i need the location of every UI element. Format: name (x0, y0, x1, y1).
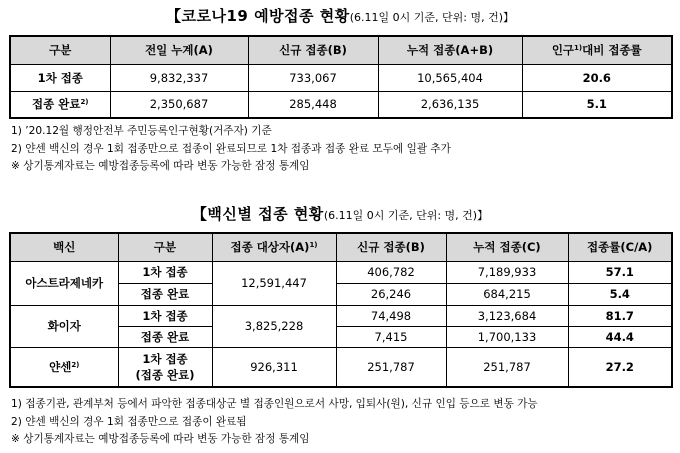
table-row (10, 261, 672, 283)
footnote: 1) 접종기관, 관계부처 등에서 파악한 접종대상군 별 접종인원으로서 사망, 입퇴사(원), 신규 인입 등으로 변동 가능 (11, 398, 538, 410)
cell-cum: 3,123,684 (446, 305, 568, 326)
row-type: 접종 완료 (118, 283, 212, 305)
row-label: 접종 완료$^{2)}$ (10, 91, 110, 118)
vaccine-name: 얀센$^{2)}$ (10, 347, 118, 387)
row-type: 1차 접종 (접종 완료) (118, 347, 212, 387)
cell-target: 3,825,228 (212, 305, 336, 347)
cell-cum: 7,189,933 (446, 261, 568, 283)
section1-notes (11, 123, 451, 176)
header-target (212, 233, 336, 261)
vaccine-name: 아스트라제네카 (10, 261, 118, 305)
cell-cum: 1,700,133 (446, 326, 568, 347)
cell-new: 26,246 (336, 283, 446, 305)
header-target-label: 접종 대상자(A) (230, 240, 310, 255)
header-rate-prefix: 인구 (551, 43, 575, 58)
cell-cum: 251,787 (446, 347, 568, 387)
row-type: 1차 접종 (118, 261, 212, 283)
cell-new: 251,787 (336, 347, 446, 387)
cell-target: 12,591,447 (212, 261, 336, 305)
table-header-row (10, 36, 672, 64)
cell-rate: 81.7 (568, 305, 672, 326)
cell-cum: 2,636,135 (378, 91, 522, 118)
section1-title-sub: (6.11일 0시 기준, 단위: 명, 건)】 (349, 11, 514, 24)
table-row (10, 64, 672, 91)
header-rate: 접종률(C/A) (568, 233, 672, 261)
cell-prev: 9,832,337 (110, 64, 248, 91)
header-rate (522, 36, 672, 64)
footnote: 2) 얀센 백신의 경우 1회 접종만으로 접종이 완료되므로 1차 접종과 접종 완료 모두에 일괄 추가 (11, 142, 451, 155)
header-new: 신규 접종(B) (248, 36, 378, 64)
table-row (10, 347, 672, 387)
table-header-row (10, 233, 672, 261)
footnote: ※ 상기통계자료는 예방접종등록에 따라 변동 가능한 잠정 통계임 (11, 433, 310, 445)
cell-rate: 27.2 (568, 347, 672, 387)
section2-notes (11, 396, 538, 449)
footnote: 1) ’20.12월 행정안전부 주민등록인구현황(거주자) 기준 (11, 125, 272, 137)
cell-cum: 684,215 (446, 283, 568, 305)
cell-rate: 5.4 (568, 283, 672, 305)
vaccine-name: 화이자 (10, 305, 118, 347)
cell-new: 733,067 (248, 64, 378, 91)
cell-prev: 2,350,687 (110, 91, 248, 118)
footnote: 2) 얀센 백신의 경우 1회 접종만으로 접종이 완료됨 (11, 415, 247, 428)
section2-title-sub: (6.11일 0시 기준, 단위: 명, 건)】 (323, 209, 489, 222)
footnote: ※ 상기통계자료는 예방접종등록에 따라 변동 가능한 잠정 통계임 (11, 160, 310, 172)
header-target-footnote: 1) (309, 241, 318, 250)
header-new: 신규 접종(B) (336, 233, 446, 261)
cell-rate: 20.6 (522, 64, 672, 91)
header-category: 구분 (10, 36, 110, 64)
section1-title (0, 5, 680, 26)
cell-cum: 10,565,404 (378, 64, 522, 91)
cell-rate: 57.1 (568, 261, 672, 283)
national-summary-table (9, 35, 673, 119)
row-type: 접종 완료 (118, 326, 212, 347)
vaccine-table (9, 232, 673, 388)
cell-new: 406,782 (336, 261, 446, 283)
row-type: 1차 접종 (118, 305, 212, 326)
section2-title-main: 【백신별 접종 현황 (191, 205, 324, 223)
header-rate-footnote: 1) (574, 44, 583, 53)
section1-title-main: 【코로나19 예방접종 현황 (166, 7, 350, 25)
cell-rate: 5.1 (522, 91, 672, 118)
row-label: 1차 접종 (10, 64, 110, 91)
cell-new: 74,498 (336, 305, 446, 326)
cell-new: 285,448 (248, 91, 378, 118)
cell-target: 926,311 (212, 347, 336, 387)
table-row (10, 305, 672, 326)
cell-new: 7,415 (336, 326, 446, 347)
header-type: 구분 (118, 233, 212, 261)
section2-title (0, 203, 680, 224)
cell-rate: 44.4 (568, 326, 672, 347)
header-prev-total: 전일 누계(A) (110, 36, 248, 64)
header-rate-suffix: 대비 접종률 (582, 43, 642, 58)
header-vaccine: 백신 (10, 233, 118, 261)
header-cumulative: 누적 접종(A+B) (378, 36, 522, 64)
header-cumulative: 누적 접종(C) (446, 233, 568, 261)
table-row (10, 91, 672, 118)
